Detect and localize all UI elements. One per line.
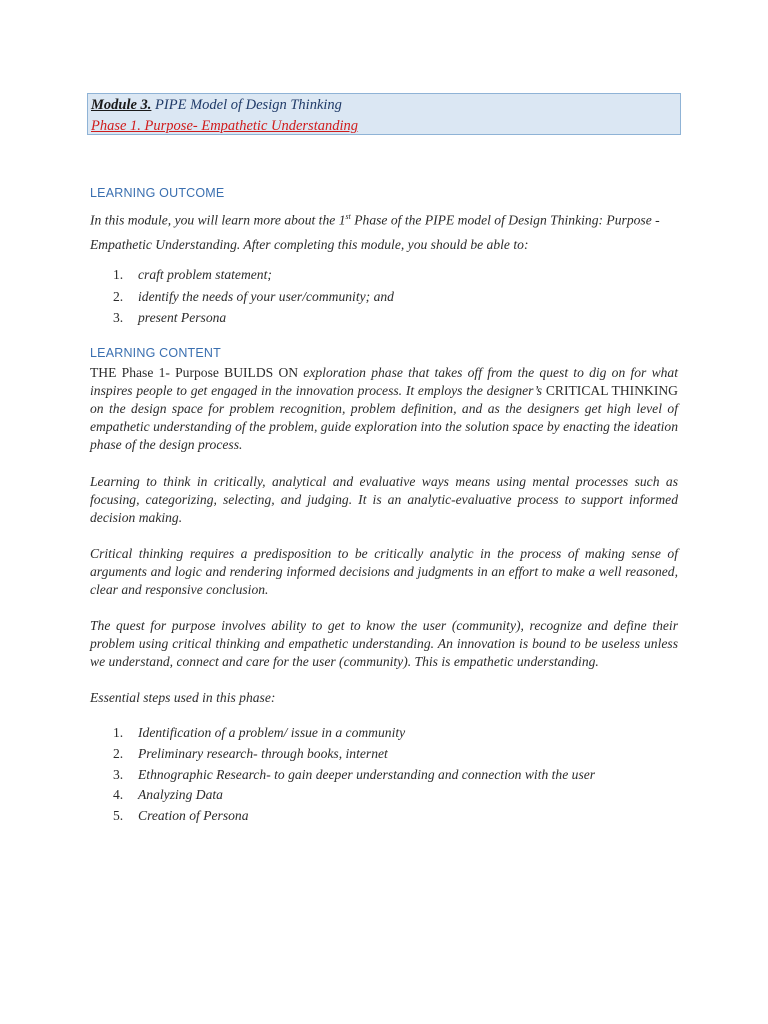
list-number: 1. xyxy=(113,725,124,740)
list-text: Preliminary research- through books, internet xyxy=(138,745,388,761)
list-item xyxy=(113,767,595,788)
p1-the: THE xyxy=(90,365,117,380)
list-text: Identification of a problem/ issue in a community xyxy=(138,725,406,740)
content-paragraph-4: The quest for purpose involves ability to get to know the user (community), recognize and define their problem using critical thinking and empathetic understanding. An innovation is bound to be useless unless we understand, connect and care for the user (community). This is empathetic understanding. xyxy=(90,618,678,669)
list-number: 1. xyxy=(113,267,124,282)
list-text: craft problem statement; xyxy=(138,267,272,282)
content-paragraph-1 xyxy=(90,364,678,454)
list-item xyxy=(113,787,595,808)
intro-text-3: Empathetic Understanding. After completing this module, you should be able to: xyxy=(90,236,529,252)
module-name: PIPE Model of Design Thinking xyxy=(151,97,342,113)
steps-list xyxy=(113,725,595,829)
learning-outcome-intro xyxy=(90,205,678,257)
module-title xyxy=(91,95,677,116)
content-paragraph-2: Learning to think in critically, analytical and evaluative ways means using mental processes such as focusing, categorizing, selecting, and judging. It is an analytic-evaluative process to support informed decision making. xyxy=(90,474,678,525)
list-text: Creation of Persona xyxy=(138,808,249,824)
intro-text-1: In this module, you will learn more about the 1 xyxy=(90,212,346,228)
p1-body-2: on the design space for problem recognition, problem definition, and as the designers get high level of empathetic understanding of the problem, guide exploration into the solution space by enacting the ideation phase of the design process. xyxy=(90,401,678,452)
list-item xyxy=(113,289,394,311)
p1-critical-thinking: CRITICAL THINKING xyxy=(545,383,678,398)
list-text: Ethnographic Research- to gain deeper understanding and connection with the user xyxy=(138,766,596,782)
intro-superscript: st xyxy=(345,212,351,221)
list-text: identify the needs of your user/community; and xyxy=(138,288,394,304)
learning-outcome-list xyxy=(113,267,394,332)
list-number: 3. xyxy=(113,766,124,782)
list-item xyxy=(113,808,595,829)
list-number: 5. xyxy=(113,808,124,824)
learning-content-heading: LEARNING CONTENT xyxy=(90,346,221,360)
list-number: 2. xyxy=(113,745,124,761)
list-number: 2. xyxy=(113,288,124,304)
steps-intro: Essential steps used in this phase: xyxy=(90,690,276,705)
p1-builds-on: BUILDS ON xyxy=(224,365,299,380)
list-number: 3. xyxy=(113,310,124,325)
list-item xyxy=(113,310,394,332)
content-paragraph-3: Critical thinking requires a predisposition to be critically analytic in the process of making sense of arguments and logic and rendering informed decisions and judgments in an effort to make a well reasoned, clear and responsive conclusion. xyxy=(90,546,678,597)
intro-text-2: Phase of the PIPE model of Design Thinking: Purpose - xyxy=(350,212,660,228)
module-number: Module 3. xyxy=(91,97,152,113)
p1-phase: Phase 1- Purpose xyxy=(116,365,219,380)
list-item xyxy=(113,267,394,289)
list-text: present Persona xyxy=(138,310,227,325)
module-title-box xyxy=(87,93,681,135)
list-item xyxy=(113,746,595,767)
p1-body-1: exploration phase that takes off from the quest to dig on for what inspires people to get engaged in the innovation process. It employs the designer’s xyxy=(90,365,679,398)
list-text: Analyzing Data xyxy=(138,787,223,803)
list-item xyxy=(113,725,595,746)
list-number: 4. xyxy=(113,787,124,803)
learning-outcome-heading: LEARNING OUTCOME xyxy=(90,186,225,200)
phase-title: Phase 1. Purpose- Empathetic Understanding xyxy=(91,118,359,134)
